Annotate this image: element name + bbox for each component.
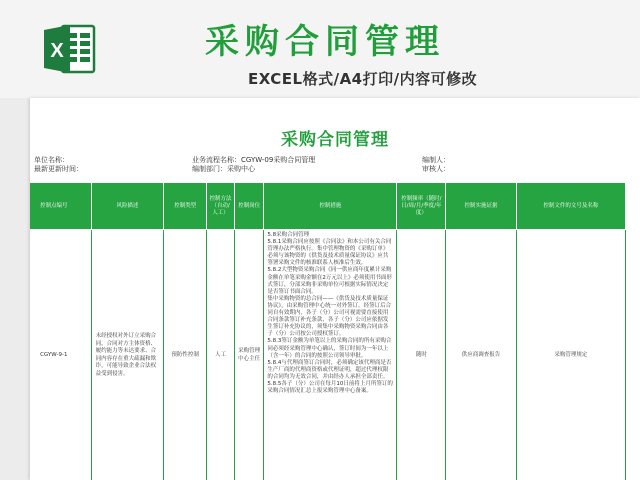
col-header-measures: 控制措施	[264, 183, 397, 230]
excel-logo-letter: X	[50, 40, 64, 62]
page-subtitle: EXCEL格式/A4打印/内容可修改	[248, 70, 478, 88]
cell-measures	[264, 230, 397, 480]
measure-line: 集中采购物资的总合同——《供货及技术质量保证协议》，由采购管理中心统一对外签订。经签订后合同自有效期内，各子（分）公司可视需要直接使用合同条款签订补充条款，各子（分）公司应依据发生签订补充协议的，须集中采购物资采购合同由各子（分）公司按公司授权签订。	[267, 295, 392, 338]
cell-evidence: 供应商调查报告	[446, 230, 516, 480]
col-header-risk: 风险描述	[91, 183, 164, 230]
measure-line: 5.8.3签订金额为单笔以上的采购合同的所有采购合同必须经采购管理中心确认，签订时间为一年以上（含一年）的合同的按照公司领导审批。	[267, 338, 392, 359]
last-updated-label: 最新更新时间：	[34, 165, 83, 173]
cell-risk: 未经授权对外订立采购合同，合同对方主体资格、履约能力等未达要求、合同内容存在重大疏漏和欺诈，可能导致企业合法权益受到侵害。	[91, 230, 164, 480]
page-title: 采购合同管理	[205, 22, 445, 62]
cell-method: 人工	[207, 230, 235, 480]
measure-line: 5.8采购合同管理	[267, 232, 310, 238]
col-header-document: 控制文件的文号及名称	[516, 183, 625, 230]
col-header-code: 控制点编号	[30, 183, 91, 230]
spreadsheet-preview	[30, 98, 640, 480]
preparer-label: 编制人：	[422, 156, 450, 164]
reviewer-label: 审核人：	[422, 165, 450, 173]
col-header-evidence: 控制实施证据	[446, 183, 516, 230]
col-header-post: 控制岗位	[234, 183, 263, 230]
dept-label: 编制部门：采购中心	[192, 165, 255, 173]
col-header-method: 控制方法（自动/人工）	[207, 183, 235, 230]
unit-name-label: 单位名称：	[34, 156, 69, 164]
cell-document: 采购管理规定	[516, 230, 625, 480]
measure-line: 5.8.4与代理商签订合同时，必须确定该代理商是否生产厂商的代理商资格或代理证明，超过代理权限的合同均为无效合同，并由经办人承担全部责任。	[267, 359, 392, 380]
table-row	[30, 230, 626, 480]
header-banner	[0, 0, 640, 98]
cell-type: 预防性控制	[164, 230, 207, 480]
cell-post: 采购管理中心主任	[234, 230, 263, 480]
cell-code: CGYW-9-1	[30, 230, 91, 480]
sheet-title: 采购合同管理	[281, 130, 389, 150]
process-name-value: CGYW-09采购合同管理	[241, 156, 316, 164]
excel-icon	[40, 20, 98, 78]
dept-value: 采购中心	[227, 165, 255, 173]
cell-frequency: 随时	[397, 230, 446, 480]
measure-line: 5.8.1采购合同应按照《合同法》和本公司有关合同管理办法严格执行。集中管理物资的《采购订单》必须与该物资的《供货及技术质量保证协议》应共签署采购文件的核准联系人核准后生效。	[267, 239, 392, 267]
process-name-label: 业务流程名称：CGYW-09采购合同管理	[192, 156, 316, 164]
measure-line: 5.8.5各子（分）公司在每月10日前将上月所签订的采购合同情况汇总上报采购管理中心备案。	[267, 380, 393, 395]
control-table	[30, 182, 626, 480]
col-header-frequency: 控制频率（随时/日/周/月/季度/年度）	[397, 183, 446, 230]
col-header-type: 控制类型	[164, 183, 207, 230]
measure-line: 5.8.2大型物资采购合同《同一供应商年度累计采购金额在单笔采购金额在2万元以上》必须使用书面形式签订，分部采购非采购单位可根据实际情况决定是否签订书面合同。	[267, 267, 392, 295]
table-header-row	[30, 183, 626, 230]
